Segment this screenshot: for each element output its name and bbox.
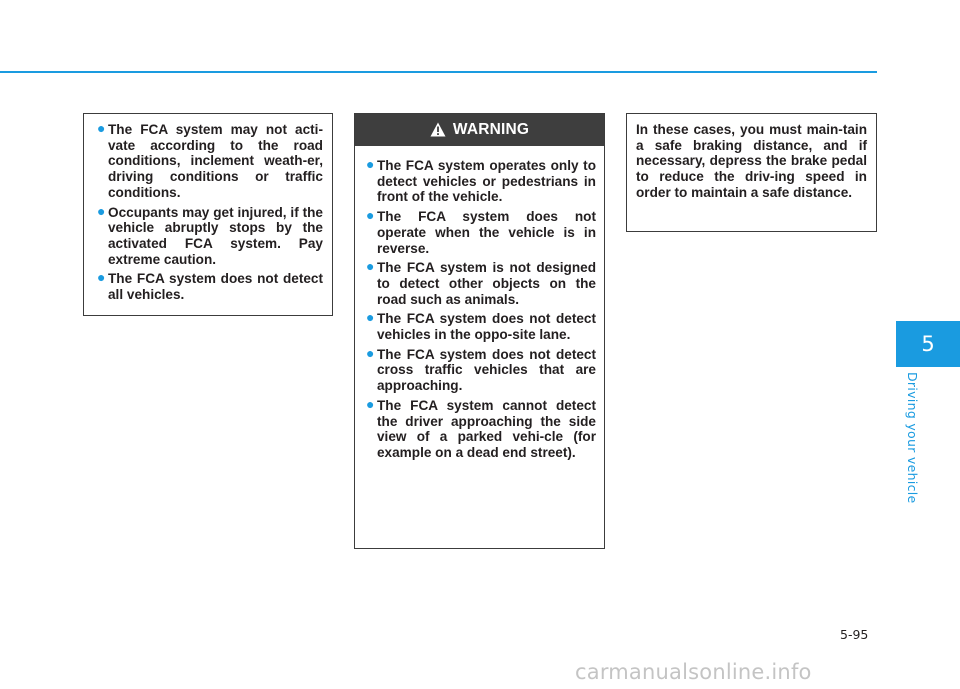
caution-box [83,113,333,316]
list-item: ● The FCA system may not acti-vate according to the road conditions, inclement weath-er, driving conditions or traffic conditions. [97,120,323,200]
chapter-tab [896,321,960,367]
chapter-title: Driving your vehicle [905,372,920,504]
bullet-dot-icon: ● [366,344,375,361]
list-item: ● The FCA system cannot detect the driver approaching the side view of a parked vehi-cle (for example on a dead end street). [366,395,596,460]
bullet-dot-icon: ● [97,202,106,219]
warning-body [355,146,604,461]
bullet-dot-icon: ● [366,395,375,412]
bullet-dot-icon: ● [366,156,375,172]
list-item: ● The FCA system does not operate when the vehicle is in reverse. [366,207,596,256]
list-item: ● The FCA system is not designed to detect other objects on the road such as animals. [366,258,596,307]
page-number: 5-95 [840,627,869,642]
bullet-dot-icon: ● [97,269,106,286]
chapter-number: 5 [921,332,935,356]
list-item: ● The FCA system does not detect all vehicles. [97,269,323,303]
warning-header [355,114,604,146]
note-text: In these cases, you must main-tain a safe braking distance, and if necessary, depress the brake pedal to reduce the driv-ing speed in order to maintain a safe distance. [636,122,867,200]
bullet-dot-icon: ● [97,120,106,136]
bullet-dot-icon: ● [366,207,375,224]
list-item: ● The FCA system does not detect vehicles in the oppo-site lane. [366,309,596,343]
list-item: ● Occupants may get injured, if the vehicle abruptly stops by the activated FCA system. Pay extreme caution. [97,202,323,267]
warning-title: WARNING [452,121,530,138]
bullet-dot-icon: ● [366,258,375,275]
list-item: ● The FCA system operates only to detect vehicles or pedestrians in front of the vehicle. [366,156,596,205]
header-rule [0,71,877,73]
warning-box [354,113,605,549]
warning-list [366,158,596,461]
warning-triangle-icon [430,122,446,137]
list-item: ● The FCA system does not detect cross traffic vehicles that are approaching. [366,344,596,394]
bullet-dot-icon: ● [366,309,375,326]
caution-list [97,122,323,303]
note-box [626,113,877,232]
watermark: carmanualsonline.info [575,660,812,684]
